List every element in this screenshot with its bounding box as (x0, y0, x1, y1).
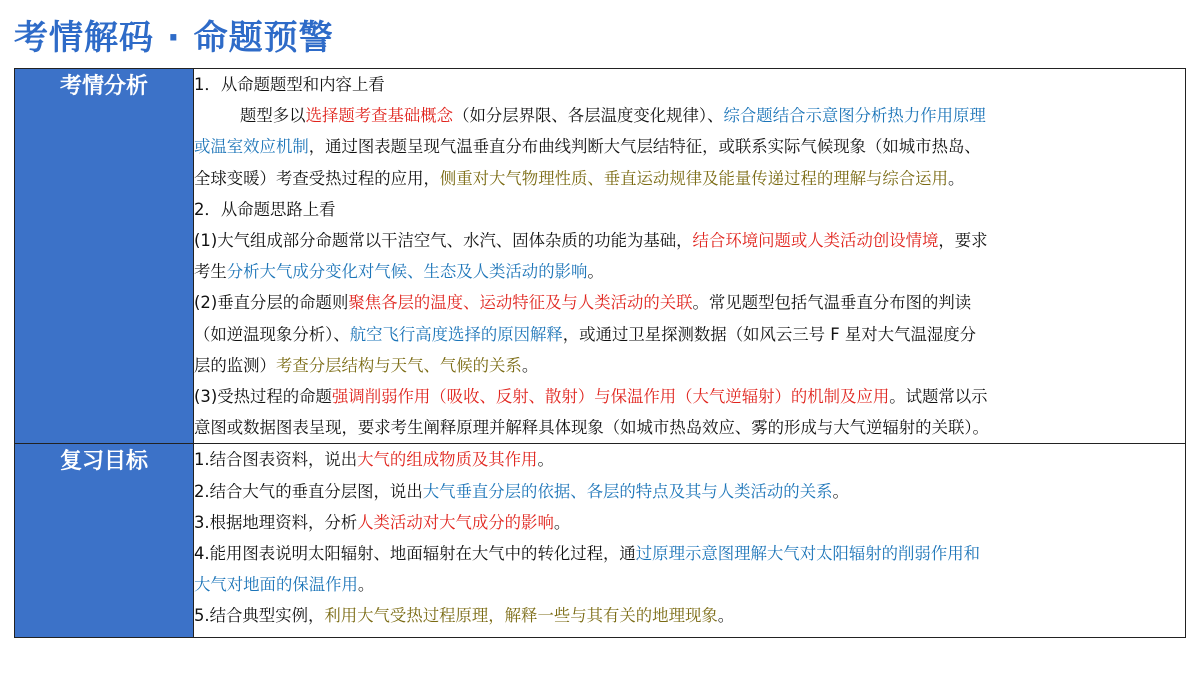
analysis-text-segment: 。 (947, 168, 965, 188)
analysis-line (194, 194, 1185, 225)
review-text-segment: 。 (832, 481, 849, 501)
review-text-segment: 4.能用图表说明太阳辐射、地面辐射在大气中的转化过程，通 (194, 544, 636, 564)
review-text-segment: 人类活动对大气成分的影响 (357, 512, 554, 532)
review-line (194, 444, 1185, 475)
analysis-text-segment: 航空飞行高度选择的原因解释 (349, 324, 563, 344)
review-content (194, 444, 1186, 638)
analysis-line (194, 412, 1185, 443)
analysis-text-segment: 考查分层结构与天气、气候的关系 (275, 355, 522, 375)
review-text-segment: 大气垂直分层的依据、各层的特点及其与人类活动的关系 (422, 481, 833, 501)
analysis-text-segment: 聚焦各层的温度、运动特征及与人类活动的关联 (348, 293, 693, 313)
review-text-segment: 大气对地面的保温作用 (194, 575, 358, 595)
analysis-text-segment: 结合环境问题或人类活动创设情境 (692, 231, 939, 251)
analysis-text-segment: 2．从命题思路上看 (194, 199, 336, 219)
review-line (194, 476, 1185, 507)
review-text-segment: 大气的组成物质及其作用 (357, 450, 538, 470)
review-text-segment: 利用大气受热过程原理，解释一些与其有关的地理现象 (324, 606, 718, 626)
analysis-text-segment: (2)垂直分层的命题则 (194, 293, 349, 313)
review-line (194, 569, 1185, 600)
review-text-segment: 1.结合图表资料，说出 (194, 450, 358, 470)
analysis-text-segment: 。 (521, 355, 539, 375)
analysis-line (194, 287, 1185, 318)
analysis-line (194, 131, 1185, 162)
analysis-text-segment: 综合题结合示意图分析热力作用原理 (723, 106, 986, 126)
table-row-review (15, 444, 1186, 638)
analysis-text-segment: 1．从命题题型和内容上看 (194, 75, 385, 94)
analysis-text-segment: 侧重对大气物理性质、垂直运动规律及能量传递过程的理解与综合运用 (439, 168, 948, 188)
analysis-text-segment: 选择题考查基础概念 (305, 106, 454, 126)
analysis-text-segment: (3)受热过程的命题 (194, 387, 332, 407)
analysis-content (194, 69, 1186, 444)
analysis-text-segment: ，或通过卫星探测数据（如风云三号 F 星对大气温湿度分 (562, 324, 977, 344)
analysis-text-segment: （如分层界限、各层温度变化规律）、 (453, 106, 724, 126)
review-text-segment: 。 (357, 575, 375, 595)
analysis-text-segment: 。常见题型包括气温垂直分布图的判读 (692, 293, 972, 313)
analysis-text-segment: 题型多以 (240, 106, 306, 126)
analysis-text-segment: 意图或数据图表呈现，要求考生阐释原理并解释具体现象（如城市热岛效应、雾的形成与大气逆辐射的关联）。 (194, 418, 989, 438)
analysis-text-segment: 强调削弱作用（吸收、反射、散射）与保温作用（大气逆辐射）的机制及应用 (331, 387, 890, 407)
review-line (194, 507, 1185, 538)
analysis-text-segment: （如逆温现象分析）、 (194, 324, 350, 344)
analysis-line (194, 319, 1185, 350)
analysis-text-segment: 全球变暖）考查受热过程的应用， (194, 168, 440, 188)
analysis-text-segment: 。 (587, 262, 604, 282)
review-label: 复习目标 (15, 444, 194, 638)
page-title: 考情解码 · 命题预警 (14, 18, 334, 58)
analysis-text-segment: 层的监测） (194, 355, 276, 375)
analysis-line (194, 100, 1185, 131)
review-text-segment: 5.结合典型实例， (194, 606, 325, 626)
analysis-label: 考情分析 (15, 69, 194, 444)
review-line (194, 538, 1185, 569)
review-text-segment: 过原理示意图理解大气对太阳辐射的削弱作用和 (635, 544, 980, 564)
review-text-segment: 3.根据地理资料，分析 (194, 512, 358, 532)
analysis-line (194, 381, 1185, 412)
review-text-segment: 2.结合大气的垂直分层图，说出 (194, 481, 423, 501)
analysis-text-segment: (1)大气组成部分命题常以干洁空气、水汽、固体杂质的功能为基础， (194, 231, 693, 251)
review-text-segment: 。 (537, 450, 554, 470)
exam-analysis-table (14, 68, 1186, 638)
analysis-text-segment: 分析大气成分变化对气候、生态及人类活动的影响 (226, 262, 588, 282)
table-row-analysis (15, 69, 1186, 444)
analysis-line (194, 225, 1185, 256)
analysis-line (194, 350, 1185, 381)
analysis-line (194, 69, 1185, 100)
analysis-text-segment: 。试题常以示 (889, 387, 988, 407)
analysis-line (194, 163, 1185, 194)
review-line (194, 600, 1185, 631)
analysis-text-segment: ，通过图表题呈现气温垂直分布曲线判断大气层结特征，或联系实际气候现象（如城市热岛、 (308, 137, 981, 157)
analysis-text-segment: ，要求 (938, 231, 988, 251)
analysis-text-segment: 考生 (194, 262, 227, 282)
analysis-line (194, 256, 1185, 287)
review-text-segment: 。 (553, 512, 571, 532)
review-text-segment: 。 (717, 606, 735, 626)
analysis-text-segment: 或温室效应机制 (194, 137, 309, 157)
